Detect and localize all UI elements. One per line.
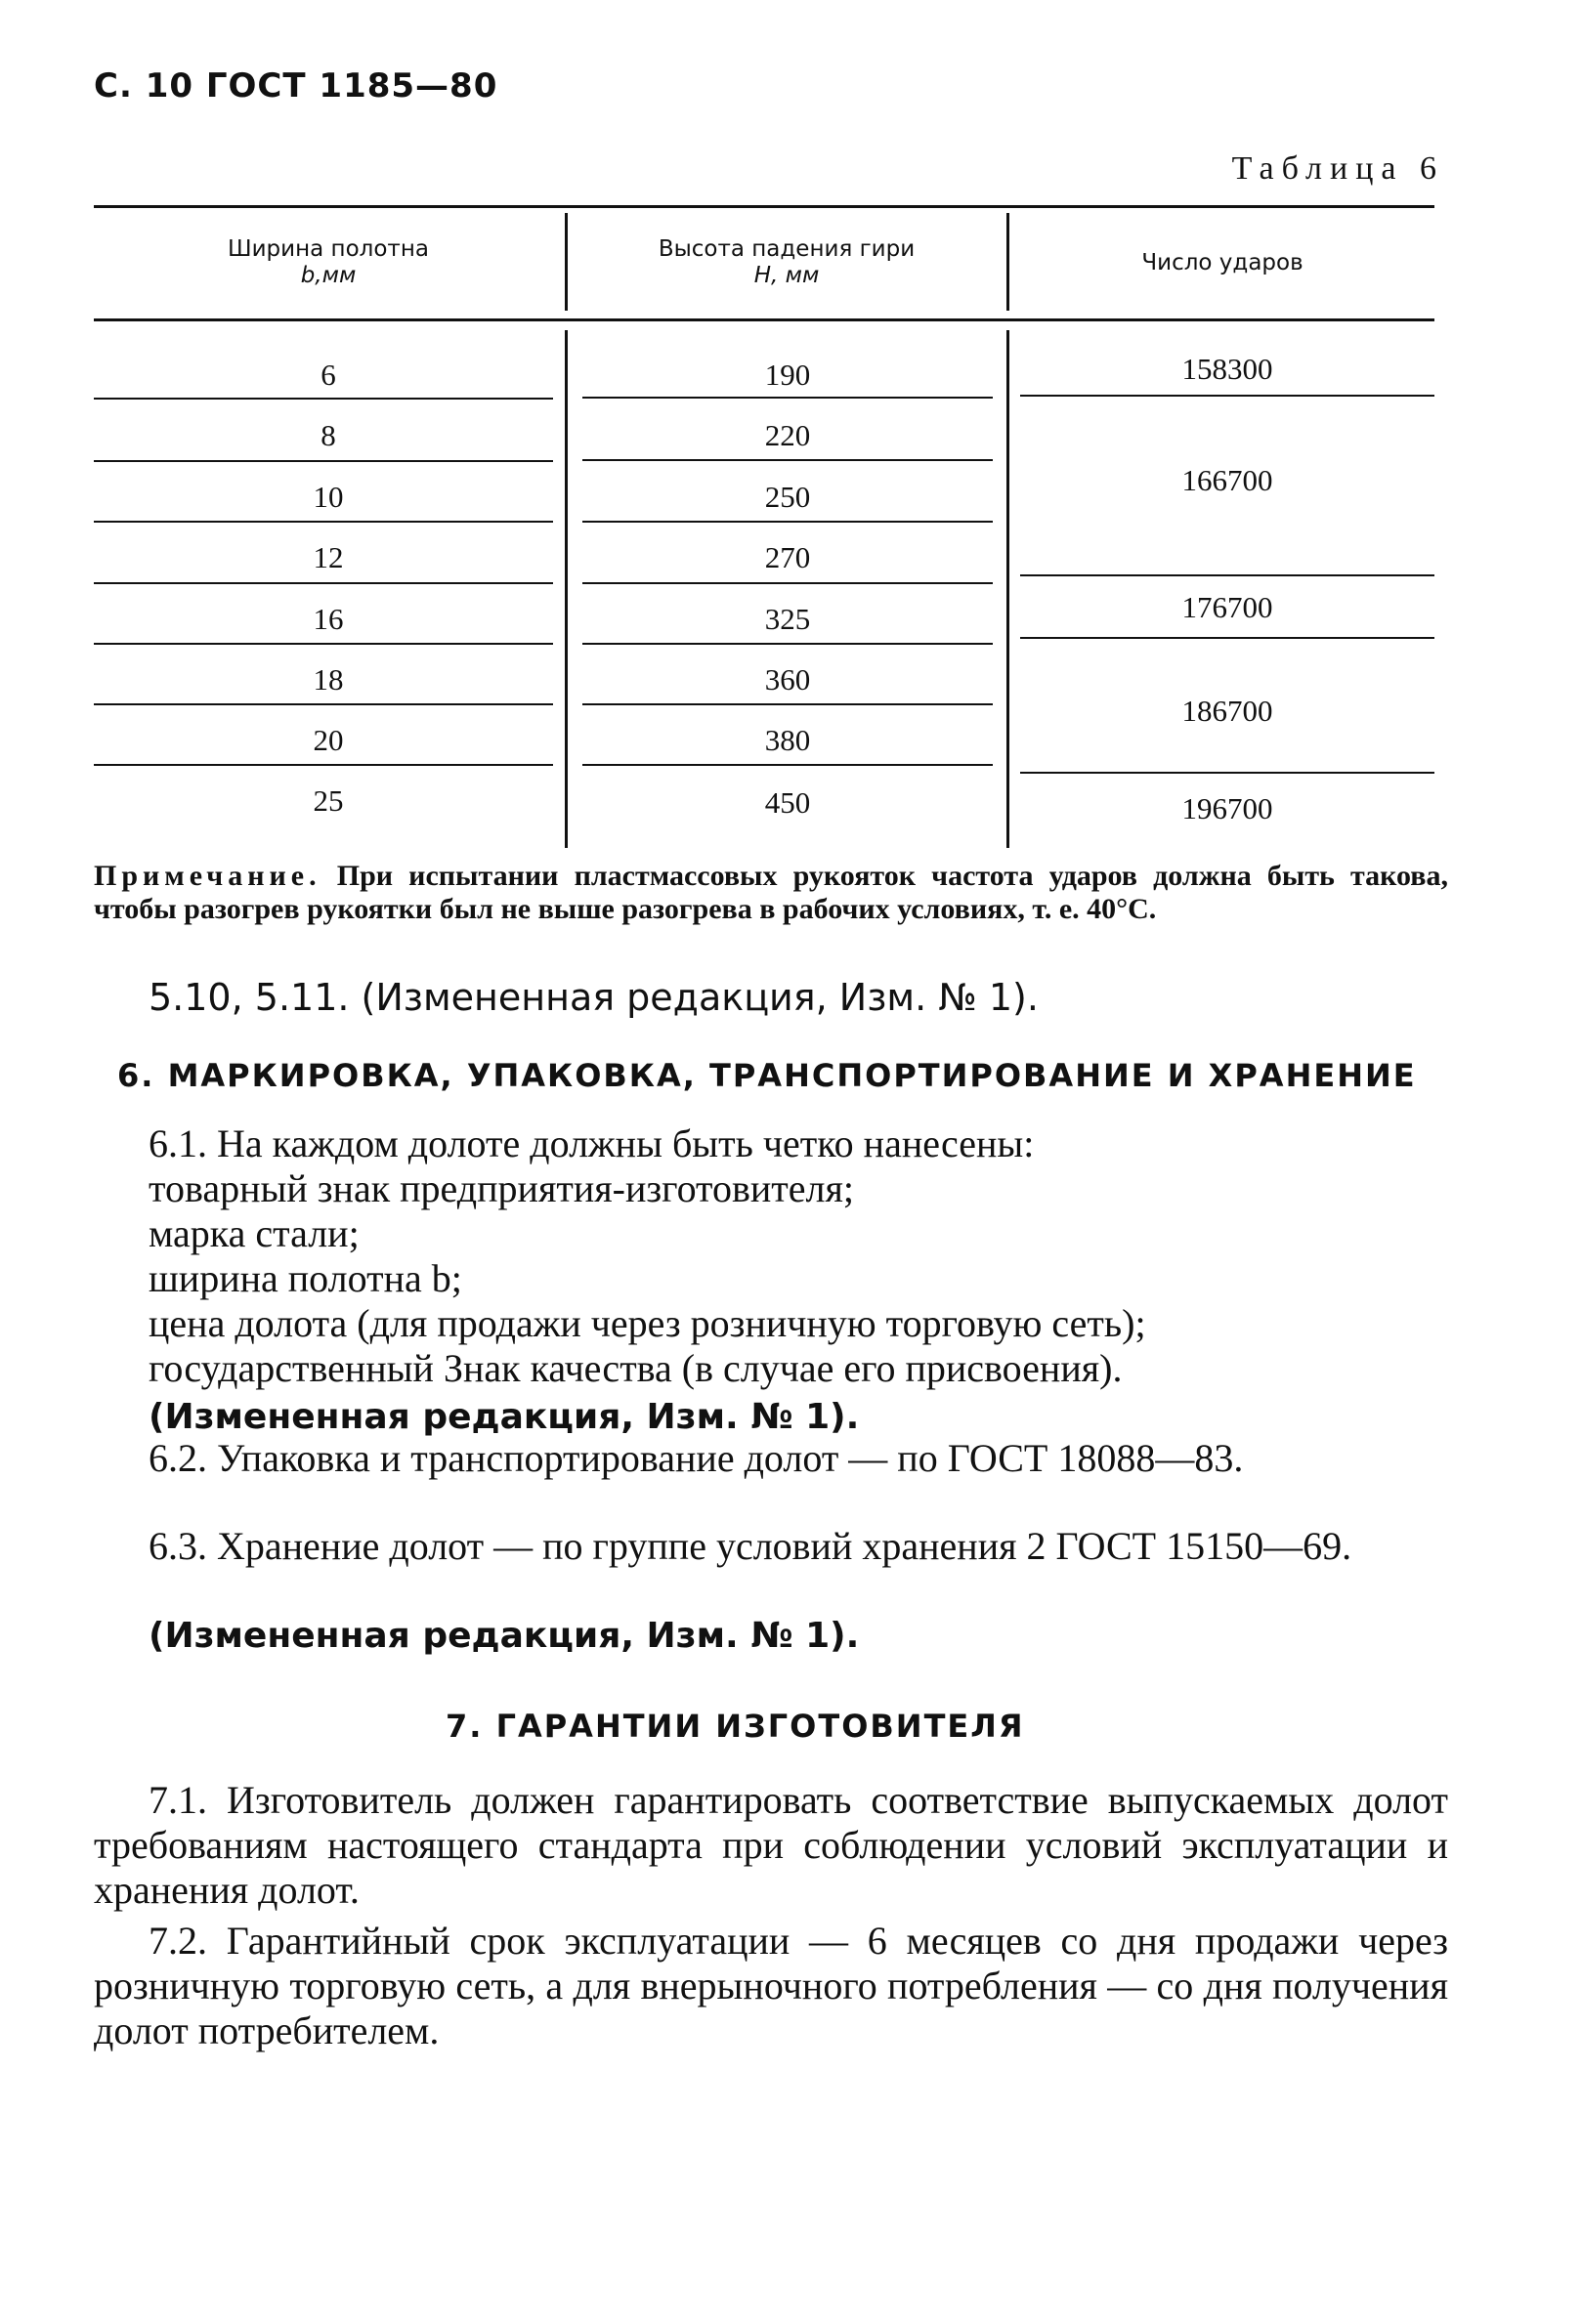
data-table <box>0 0 1581 879</box>
row-rule <box>582 521 993 523</box>
section-6-heading: 6. МАРКИРОВКА, УПАКОВКА, ТРАНСПОРТИРОВАНИЕ И ХРАНЕНИЕ <box>117 1057 1417 1094</box>
table-note <box>94 860 1448 926</box>
row-rule <box>94 643 553 645</box>
column-header-height <box>569 236 1004 289</box>
list-item: ширина полотна b; <box>149 1256 462 1300</box>
table-cell: 25 <box>313 783 344 818</box>
row-rule <box>582 459 993 461</box>
amendment-note: (Измененная редакция, Изм. № 1). <box>149 1397 860 1437</box>
table-cell: 270 <box>764 540 811 574</box>
row-rule <box>1020 574 1434 576</box>
row-rule <box>582 643 993 645</box>
amendment-text: 5.10, 5.11. (Измененная редакция, Изм. № 1). <box>149 976 1039 1019</box>
column-header-blows <box>1010 250 1434 276</box>
header-divider-1 <box>565 213 568 311</box>
header-line: Высота падения гири <box>658 236 916 262</box>
table-cell: 10 <box>313 480 344 514</box>
table-cell: 190 <box>764 358 811 392</box>
header-line: b,мм <box>300 263 357 288</box>
row-rule <box>94 460 553 462</box>
row-rule <box>94 703 553 705</box>
table-cell: 166700 <box>1181 463 1273 497</box>
header-line: Ширина полотна <box>228 236 429 262</box>
table-cell: 158300 <box>1181 352 1273 386</box>
table-cell: 6 <box>320 358 336 392</box>
table-cell: 360 <box>764 662 811 697</box>
note-lead: Примечание. <box>94 860 321 892</box>
row-rule <box>582 703 993 705</box>
table-cell: 196700 <box>1181 791 1273 825</box>
section-7-heading: 7. ГАРАНТИИ ИЗГОТОВИТЕЛЯ <box>446 1708 1025 1745</box>
row-rule <box>94 398 553 400</box>
table-cell: 380 <box>764 723 811 757</box>
table-cell: 16 <box>313 602 344 636</box>
table-cell: 450 <box>764 785 811 820</box>
row-rule <box>1020 772 1434 774</box>
table-cell: 220 <box>764 418 811 452</box>
row-rule <box>1020 395 1434 397</box>
list-item: государственный Знак качества (в случае его присвоения). <box>149 1346 1123 1390</box>
paragraph-7-1: 7.1. Изготовитель должен гарантировать соответствие выпускаемых долот требованиям настоящего стандарта при соблюдении условий эксплуатации и хранения долот. <box>94 1778 1448 1912</box>
list-item: марка стали; <box>149 1211 360 1255</box>
row-rule <box>582 397 993 399</box>
amendment-note <box>149 975 1039 1020</box>
row-rule <box>94 582 553 584</box>
row-rule <box>94 521 553 523</box>
header-divider-2 <box>1006 213 1009 311</box>
table-cell: 186700 <box>1181 694 1273 728</box>
table-top-rule <box>94 205 1434 208</box>
table-cell: 18 <box>313 662 344 697</box>
column-header-width <box>94 236 563 289</box>
header-line: H, мм <box>753 263 820 288</box>
paragraph-6-2: 6.2. Упаковка и транспортирование долот — по ГОСТ 18088—83. <box>149 1436 1244 1480</box>
row-rule <box>1020 637 1434 639</box>
table-cell: 12 <box>313 540 344 574</box>
list-item: товарный знак предприятия-изготовителя; <box>149 1166 854 1210</box>
table-label: Таблица 6 <box>1231 150 1444 187</box>
row-rule <box>582 582 993 584</box>
paragraph-6-3: 6.3. Хранение долот — по группе условий хранения 2 ГОСТ 15150—69. <box>149 1524 1352 1568</box>
table-cell: 20 <box>313 723 344 757</box>
paragraph-6-1: 6.1. На каждом долоте должны быть четко нанесены: <box>149 1121 1035 1165</box>
table-cell: 8 <box>320 418 336 452</box>
table-cell: 325 <box>764 602 811 636</box>
table-cell: 250 <box>764 480 811 514</box>
note-text: При испытании пластмассовых рукояток частота ударов должна быть такова, чтобы разогрев рукоятки был не выше разогрева в рабочих условиях, т. е. 40°С. <box>94 860 1448 925</box>
amendment-note: (Измененная редакция, Изм. № 1). <box>149 1616 860 1656</box>
row-rule <box>94 764 553 766</box>
body-divider-1 <box>565 330 568 848</box>
list-item: цена долота (для продажи через розничную торговую сеть); <box>149 1301 1146 1345</box>
table-header-rule <box>94 318 1434 321</box>
page-header: С. 10 ГОСТ 1185—80 <box>94 66 498 106</box>
row-rule <box>582 764 993 766</box>
header-line: Число ударов <box>1141 250 1303 275</box>
table-cell: 176700 <box>1181 590 1273 624</box>
paragraph-7-2: 7.2. Гарантийный срок эксплуатации — 6 месяцев со дня продажи через розничную торговую сеть, а для внерыночного потребления — со дня получения долот потребителем. <box>94 1919 1448 2052</box>
body-divider-2 <box>1006 330 1009 848</box>
